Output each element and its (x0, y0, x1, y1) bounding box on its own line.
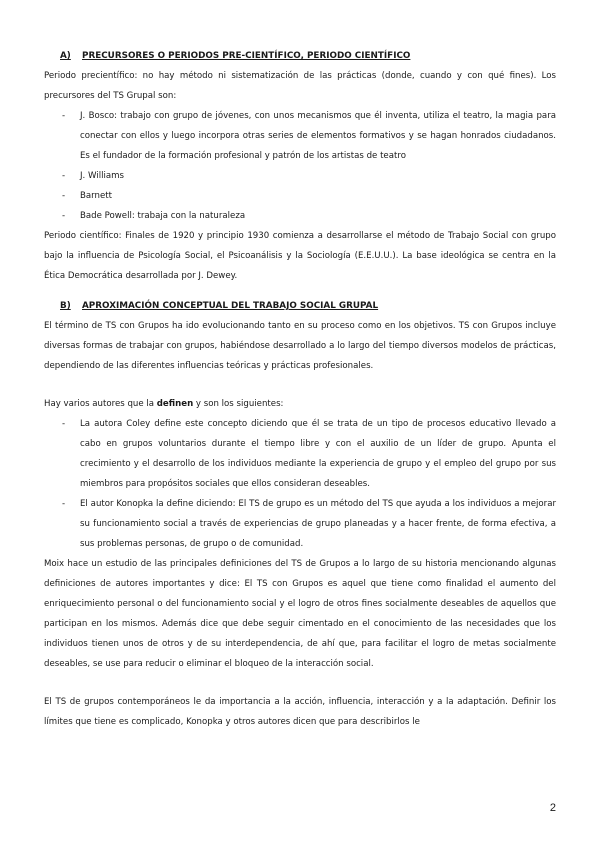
section-b-paragraph-2 (44, 394, 556, 414)
section-b-heading (60, 296, 556, 316)
section-b-paragraph-4: El TS de grupos contemporáneos le da importancia a la acción, influencia, interacción y a la adaptación. Definir los límites que tiene es complicado, Konopka y otros autores dicen que para describirlos le (44, 697, 556, 727)
list-item: - J. Bosco: trabajo con grupo de jóvenes, con unos mecanismos que él inventa, utiliza el teatro, la magia para conectar con ellos y luego incorpora otras series de elementos formativos y se hagan honrados ciudadanos. Es el fundador de la formación profesional y patrón de los artistas de teatro (62, 106, 556, 166)
precursors-list (44, 106, 556, 226)
section-b-letter: B) (60, 301, 71, 311)
p2-before: Hay varios autores que la (44, 399, 157, 409)
page-number: 2 (549, 802, 556, 814)
p2-after: y son los siguientes: (193, 399, 284, 409)
periodo-cientifico-paragraph: Periodo científico: Finales de 1920 y principio 1930 comienza a desarrollarse el método de Trabajo Social con grupo bajo la influencia de Psicología Social, el Psicoanálisis y la Sociología (E.E.U.U.). La base ideológica se centra en la Ética Democrática desarrollada por J. Dewey. (44, 231, 556, 281)
section-a-heading (60, 46, 556, 66)
section-b-paragraph-1: El término de TS con Grupos ha ido evolucionando tanto en su proceso como en los objetivos. TS con Grupos incluye diversas formas de trabajar con grupos, habiéndose desarrollado a lo largo del tiempo diversos modelos de prácticas, dependiendo de las diferentes influencias teóricas y prácticas profesionales. (44, 321, 556, 371)
section-b-paragraph-3: Moix hace un estudio de las principales definiciones del TS de Grupos a lo largo de su historia mencionando algunas definiciones de autores importantes y dice: El TS con Grupos es aquel que tiene como finalidad el aumento del enriquecimiento personal o del funcionamiento social y el logro de otros fines socialmente deseables de aquellos que participan en los mismos. Además dice que debe seguir cimentado en el conocimiento de las necesidades que los individuos tienen unos de otros y de su interdependencia, de ahí que, para facilitar el logro de metas socialmente deseables, se use para reducir o eliminar el bloqueo de la interacción social. (44, 559, 556, 669)
authors-list (44, 414, 556, 554)
section-a-intro: Periodo precientífico: no hay método ni sistematización de las prácticas (donde, cuando y con qué fines). Los precursores del TS Grupal son: (44, 71, 556, 101)
list-item: - Barnett (62, 186, 556, 206)
list-item: - J. Williams (62, 166, 556, 186)
p2-bold-word: definen (156, 399, 194, 409)
document-page (44, 46, 556, 732)
section-b-title: APROXIMACIÓN CONCEPTUAL DEL TRABAJO SOCIAL GRUPAL (82, 301, 379, 311)
section-a-title: PRECURSORES O PERIODOS PRE-CIENTÍFICO, PERIODO CIENTÍFICO (82, 51, 411, 61)
section-a-letter: A) (60, 51, 71, 61)
list-item: - La autora Coley define este concepto diciendo que él se trata de un tipo de procesos educativo llevado a cabo en grupos voluntarios durante el tiempo libre y con el auxilio de un líder de grupo. Apunta el crecimiento y el desarrollo de los individuos mediante la experiencia de grupo y el empleo del grupo por sus miembros para propósitos sociales que ellos consideran deseables. (62, 414, 556, 494)
list-item: - Bade Powell: trabaja con la naturaleza (62, 206, 556, 226)
list-item: - El autor Konopka la define diciendo: El TS de grupo es un método del TS que ayuda a los individuos a mejorar su funcionamiento social a través de experiencias de grupo planeadas y a hacer frente, de forma efectiva, a sus problemas personas, de grupo o de comunidad. (62, 494, 556, 554)
